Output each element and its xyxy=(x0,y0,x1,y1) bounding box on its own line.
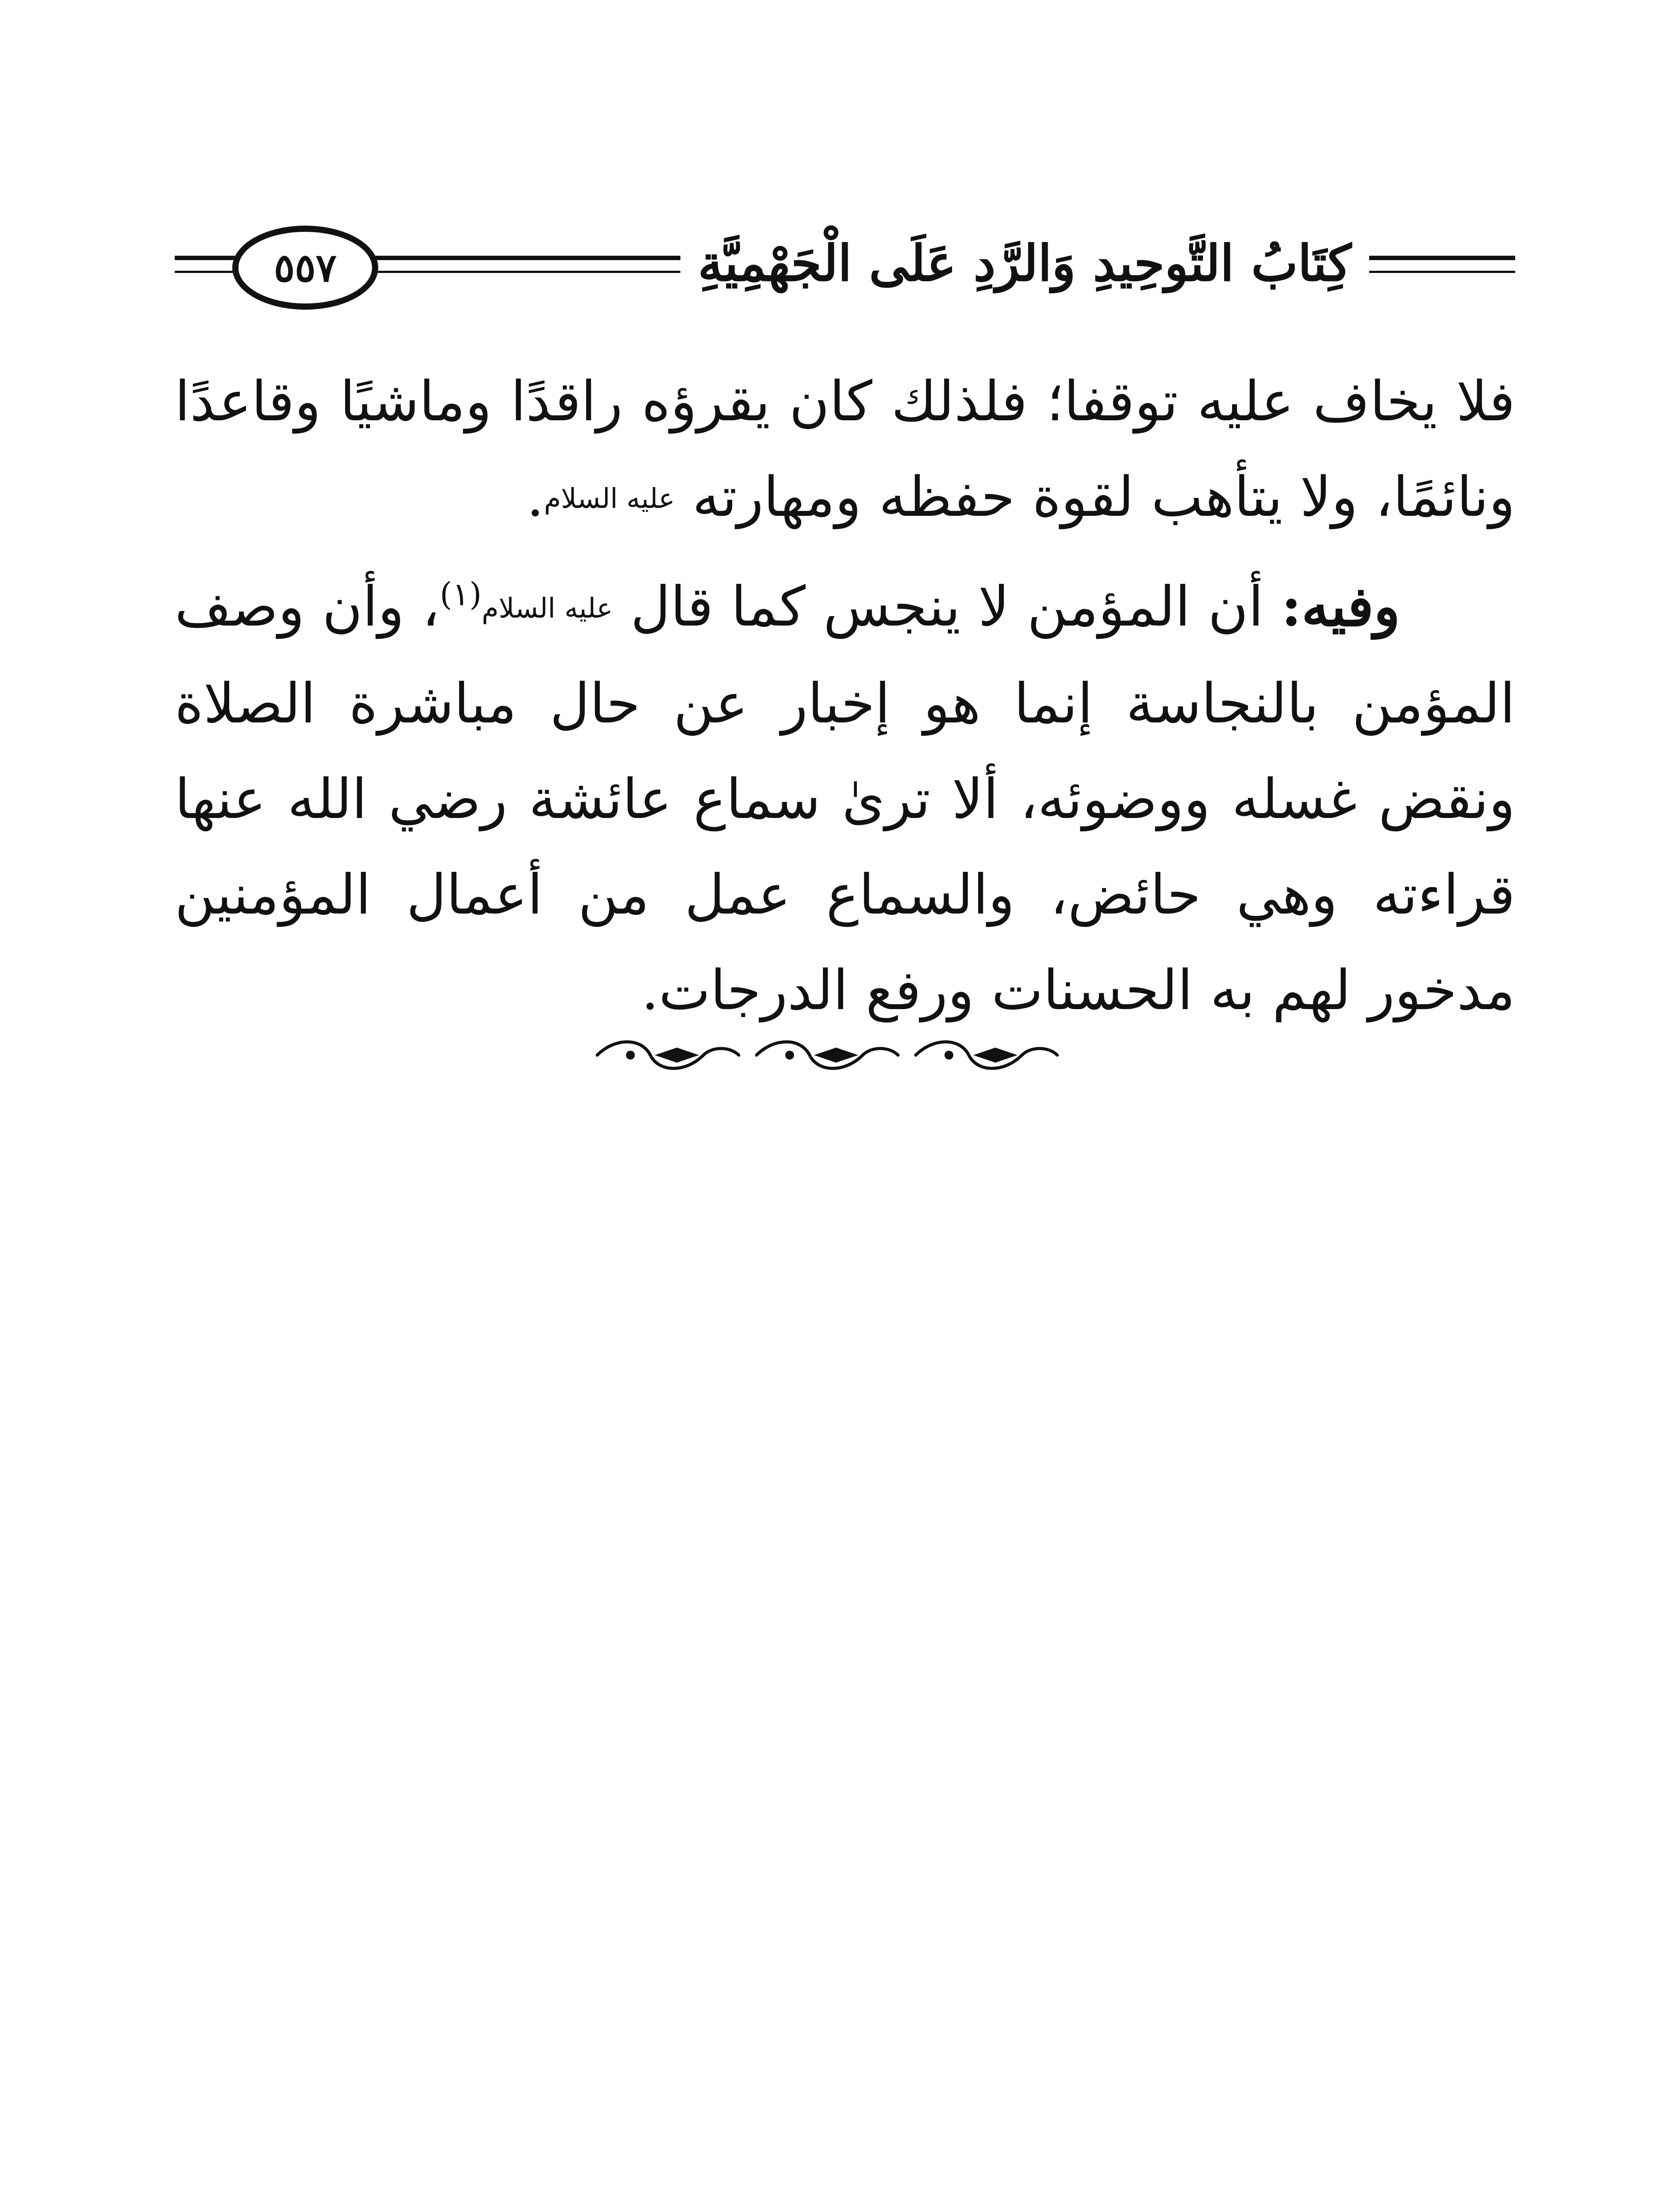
paragraph-2-text-b: ، وأن وصف المؤمن بالنجاسة إنما هو إخبار عن حال مباشرة الصلاة ونقض غسله ووضوئه، ألا ترىٰ سماع عائشة رضي الله عنها قراءته وهي حائض، والسماع عمل من أعمال المؤمنين مدخور لهم به الحسنات ورفع الدرجات. xyxy=(175,575,1515,1022)
honorific-mark: عليه السلام xyxy=(544,482,675,515)
page-header xyxy=(175,217,1515,319)
footnote-reference[interactable]: (١) xyxy=(439,576,482,613)
main-text xyxy=(175,354,1515,1038)
paragraph-1-text: فلا يخاف عليه توقفا؛ فلذلك كان يقرؤه راقدًا وماشيًا وقاعدًا ونائمًا، ولا يتأهب لقوة حفظه ومهارته xyxy=(175,370,1515,529)
page-number: ٥٥٧ xyxy=(232,226,378,310)
section-divider-ornament xyxy=(588,1035,1066,1075)
paragraph-1-end: . xyxy=(526,465,544,529)
paragraph-1 xyxy=(175,354,1515,546)
paragraph-2-text-a: أن المؤمن لا ينجس كما قال xyxy=(630,575,1264,639)
paragraph-2 xyxy=(175,546,1515,1038)
running-title: كِتَابُ التَّوحِيدِ وَالرَّدِ عَلَى الْجَهْمِيَّةِ xyxy=(680,234,1369,292)
honorific-mark: عليه السلام xyxy=(481,592,613,624)
paragraph-2-lead: وفيه: xyxy=(1281,575,1401,639)
